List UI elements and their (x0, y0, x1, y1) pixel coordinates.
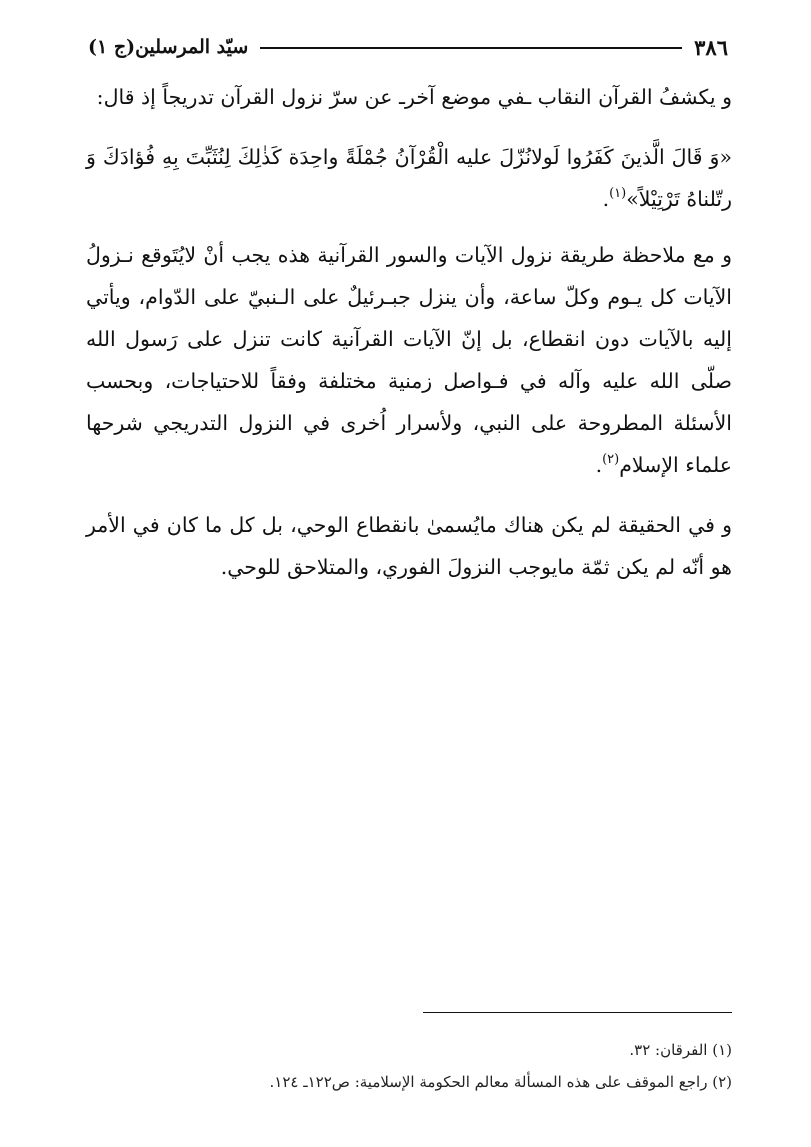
header-rule (260, 47, 682, 49)
book-title: سيّد المرسلين(ج ١) (88, 36, 249, 58)
paragraph-3-text: و مع ملاحظة طريقة نزول الآيات والسور القرآنية هذه يجب أنْ لايُتَوقع نـزولُ الآيات كل يـوم وكلّ ساعة، وأن ينزل جبـرئيلٌ على الـنبيّ على الدّوام، ويأتي إليه بالآيات دون انقطاع، بل إنّ الآيات القرآنية كانت تنزل على رَسول الله صلّى الله عليه وآله في فـواصل زمنية مختلفة وفقاً للاحتياجات، وبحسب الأسئلة المطروحة على النبي، ولأسرار اُخرى في النزول التدريجي شرحها علماء الإسلام (86, 243, 732, 477)
paragraph-3-period: . (595, 453, 603, 477)
paragraph-4 (86, 504, 732, 588)
footnote-mark-2: (٢) (602, 452, 620, 467)
quran-verse-period: . (602, 187, 610, 211)
footnote-divider (423, 1012, 732, 1013)
footnote-2: (٢) راجع الموقف على هذه المسألة معالم الحكومة الإسلامية: ص١٢٢ـ ١٢٤. (269, 1073, 732, 1091)
page-header (88, 32, 728, 62)
footnotes (120, 1034, 732, 1098)
body-text (86, 76, 732, 606)
paragraph-4-text: و في الحقيقة لم يكن هناك مايُسمىٰ بانقطاع الوحي، بل كل ما كان في الأمر هو أنّه لم يكن ثمّة مايوجب النزولَ الفوري، والمتلاحق للوحي. (86, 513, 732, 579)
footnote-1: (١) الفرقان: ٣٢. (629, 1041, 732, 1059)
footnote-mark-1: (١) (609, 186, 627, 201)
paragraph-1 (86, 76, 732, 118)
paragraph-1-text: و يكشفُ القرآن النقاب ـفي موضع آخرـ عن سرّ نزول القرآن تدريجاً إذ قال: (96, 85, 732, 109)
quran-verse-text: «وَ قَالَ الَّذينَ كَفَرُوا لَولانُزّلَ عليه الْقُرْآنُ جُمْلَةً واحِدَة كَذٰلِكَ لِنُثَبِّتَ بِهِ فُؤادَكَ وَ رتّلناهُ تَرْتِيْلاً» (86, 145, 732, 211)
page-number: ٣٨٦ (694, 34, 728, 60)
quran-verse (86, 136, 732, 220)
paragraph-3 (86, 234, 732, 486)
